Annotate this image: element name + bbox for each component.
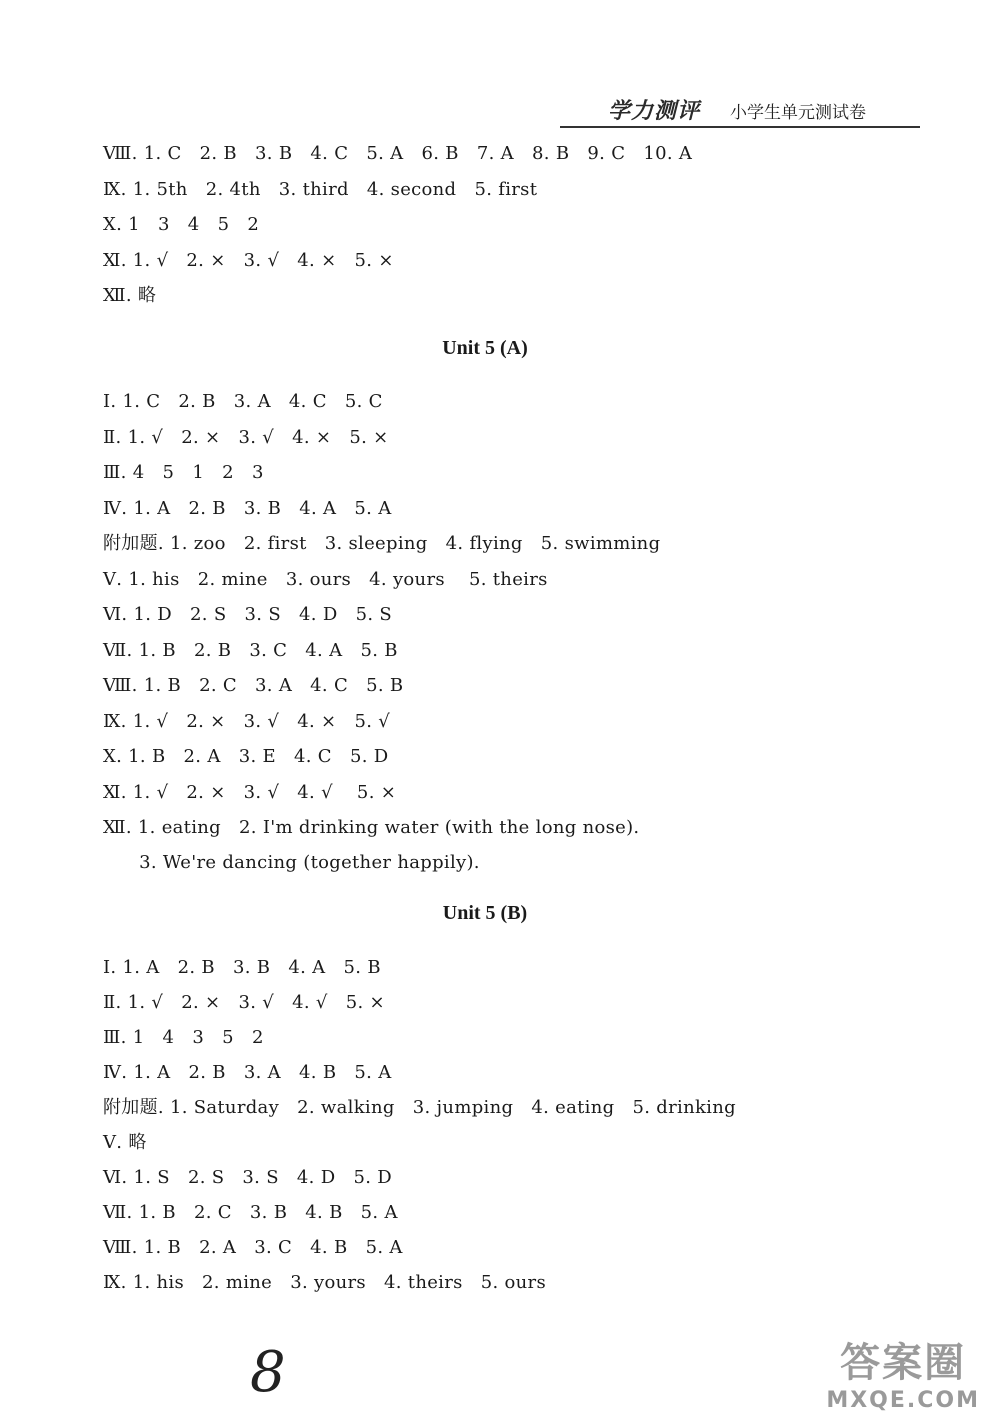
watermark (826, 1331, 980, 1413)
answer-line: Ⅶ. 1. B 2. C 3. B 4. B 5. A (103, 1202, 398, 1223)
section-heading-unit5b: Unit 5 (B) (442, 902, 528, 924)
answer-line: Ⅴ. 略 (103, 1132, 147, 1153)
watermark-main: 答案圈 (840, 1340, 967, 1386)
series-logo: 学力测评 (608, 98, 701, 124)
answer-line: Ⅶ. 1. B 2. B 3. C 4. A 5. B (103, 640, 398, 661)
answer-line: Ⅺ. 1. √ 2. × 3. √ 4. × 5. × (103, 250, 394, 271)
answer-line: Ⅷ. 1. C 2. B 3. B 4. C 5. A 6. B 7. A 8. B 9. C 10. A (103, 143, 693, 164)
answer-line: Ⅹ. 1. B 2. A 3. E 4. C 5. D (103, 746, 389, 767)
answer-line: Ⅸ. 1. 5th 2. 4th 3. third 4. second 5. first (103, 179, 538, 200)
series-subtitle: 小学生单元测试卷 (730, 103, 866, 123)
answer-line: Ⅺ. 1. √ 2. × 3. √ 4. √ 5. × (103, 782, 397, 803)
answer-line: Ⅵ. 1. S 2. S 3. S 4. D 5. D (103, 1167, 393, 1188)
answer-line: Ⅳ. 1. A 2. B 3. A 4. B 5. A (103, 1062, 392, 1083)
section-heading-unit5a: Unit 5 (A) (442, 337, 528, 359)
answer-line: Ⅰ. 1. C 2. B 3. A 4. C 5. C (103, 391, 383, 412)
answer-line: Ⅻ. 略 (103, 285, 157, 306)
answer-line: Ⅲ. 1 4 3 5 2 (103, 1027, 264, 1048)
answer-line: Ⅱ. 1. √ 2. × 3. √ 4. × 5. × (103, 427, 389, 448)
answer-line: 附加题. 1. zoo 2. first 3. sleeping 4. flying 5. swimming (103, 533, 661, 554)
answer-line: Ⅹ. 1 3 4 5 2 (103, 214, 260, 235)
answer-line: Ⅸ. 1. his 2. mine 3. yours 4. theirs 5. ours (103, 1272, 546, 1293)
page-number: 8 (250, 1340, 286, 1405)
answer-line: Ⅳ. 1. A 2. B 3. B 4. A 5. A (103, 498, 392, 519)
watermark-site: MXQE.COM (826, 1388, 980, 1413)
answer-line: Ⅷ. 1. B 2. C 3. A 4. C 5. B (103, 675, 404, 696)
answer-line: Ⅵ. 1. D 2. S 3. S 4. D 5. S (103, 604, 393, 625)
answer-line: Ⅴ. 1. his 2. mine 3. ours 4. yours 5. theirs (103, 569, 548, 590)
answer-line: 3. We're dancing (together happily). (103, 852, 480, 873)
answer-line: Ⅱ. 1. √ 2. × 3. √ 4. √ 5. × (103, 992, 385, 1013)
answer-line: Ⅻ. 1. eating 2. I'm drinking water (with the long nose). (103, 817, 640, 838)
answer-line: Ⅰ. 1. A 2. B 3. B 4. A 5. B (103, 957, 381, 978)
answer-line: Ⅸ. 1. √ 2. × 3. √ 4. × 5. √ (103, 711, 391, 732)
answer-line: 附加题. 1. Saturday 2. walking 3. jumping 4. eating 5. drinking (103, 1097, 736, 1118)
answer-line: Ⅷ. 1. B 2. A 3. C 4. B 5. A (103, 1237, 403, 1258)
answer-line: Ⅲ. 4 5 1 2 3 (103, 462, 264, 483)
